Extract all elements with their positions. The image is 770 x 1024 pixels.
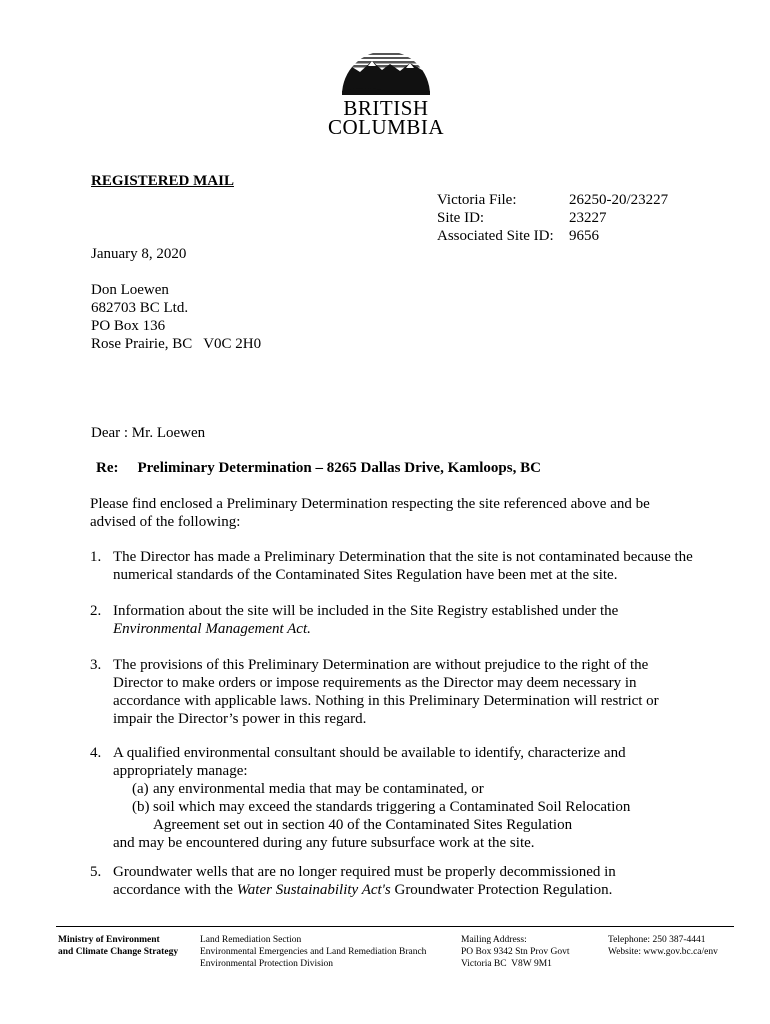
recipient-city: Rose Prairie, BC V0C 2H0 bbox=[91, 336, 262, 352]
footer-contact bbox=[608, 934, 718, 958]
sub-item-text: soil which may exceed the standards triggering a Contaminated Soil Relocation Agreement set out in section 40 of the Contaminated Sites Regulation bbox=[153, 799, 631, 833]
item-text-end: Groundwater Protection Regulation. bbox=[394, 882, 613, 898]
footer-ministry bbox=[58, 934, 178, 958]
file-value: 26250-20/23227 bbox=[569, 192, 669, 208]
recipient-name: Don Loewen bbox=[91, 282, 169, 298]
sub-item-label: (a) bbox=[132, 781, 149, 797]
registered-mail-heading: REGISTERED MAIL bbox=[91, 173, 234, 189]
logo-wordmark bbox=[326, 96, 446, 139]
subject-text: Preliminary Determination – 8265 Dallas Drive, Kamloops, BC bbox=[137, 460, 541, 476]
site-id-value: 23227 bbox=[569, 210, 607, 226]
footer-divider bbox=[56, 926, 734, 927]
sub-item-label: (b) bbox=[132, 799, 150, 815]
bc-logo bbox=[326, 33, 446, 137]
footer-telephone: Telephone: 250 387-4441 bbox=[608, 935, 706, 945]
sub-item-text: any environmental media that may be contaminated, or bbox=[153, 781, 484, 797]
subject-prefix: Re: bbox=[96, 460, 119, 476]
item-number: 2. bbox=[90, 603, 102, 619]
sub-item-a bbox=[132, 780, 720, 798]
list-item-5 bbox=[90, 863, 720, 899]
item-number: 4. bbox=[90, 745, 102, 761]
file-row bbox=[437, 191, 668, 209]
item-text: Information about the site will be included in the Site Registry established under the bbox=[113, 603, 619, 619]
item-text: The provisions of this Preliminary Determination are without prejudice to the right of the Director to make orders or impose requirements as the Director may deem necessary in accordance with applicable laws. Nothing in this Preliminary Determination will restrict or impair the Director’s power in this regard. bbox=[113, 657, 659, 727]
item-text: The Director has made a Preliminary Determination that the site is not contaminated because the numerical standards of the Contaminated Sites Regulation have been met at the site. bbox=[113, 549, 693, 583]
bc-sun-mountains-icon bbox=[338, 33, 434, 99]
recipient-company: 682703 BC Ltd. bbox=[91, 300, 189, 316]
item-number: 5. bbox=[90, 864, 102, 880]
file-label: Victoria File: bbox=[437, 192, 517, 208]
item-text: A qualified environmental consultant should be available to identify, characterize and appropriately manage: bbox=[113, 745, 626, 779]
item-text: Groundwater wells that are no longer required must be properly decommissioned in accordance with the bbox=[113, 864, 616, 898]
footer-ministry-line: and Climate Change Strategy bbox=[58, 947, 179, 957]
site-id-label: Site ID: bbox=[437, 210, 485, 226]
footer-mailing-address bbox=[461, 934, 569, 970]
list-item-2 bbox=[90, 602, 720, 638]
recipient-po-box: PO Box 136 bbox=[91, 318, 166, 334]
recipient-address bbox=[91, 281, 261, 353]
footer-section-line: Environmental Emergencies and Land Remediation Branch bbox=[200, 947, 427, 957]
list-item-4 bbox=[90, 744, 720, 852]
logo-line-1: BRITISH bbox=[343, 96, 429, 120]
site-id-row bbox=[437, 209, 668, 227]
list-item-1 bbox=[90, 548, 695, 584]
logo-line-2: COLUMBIA bbox=[327, 115, 444, 139]
file-reference-block bbox=[437, 191, 668, 245]
item-number: 1. bbox=[90, 549, 102, 565]
item-number: 3. bbox=[90, 657, 102, 673]
footer-mailing-line: Mailing Address: bbox=[461, 935, 527, 945]
associated-site-id-label: Associated Site ID: bbox=[437, 228, 554, 244]
footer-ministry-line: Ministry of Environment bbox=[58, 935, 160, 945]
associated-site-id-row bbox=[437, 227, 668, 245]
footer-section-line: Land Remediation Section bbox=[200, 935, 302, 945]
item-italic-act: Water Sustainability Act's bbox=[236, 882, 391, 898]
footer-mailing-line: Victoria BC V8W 9M1 bbox=[461, 959, 552, 969]
footer-section bbox=[200, 934, 426, 970]
subject-line bbox=[96, 459, 541, 477]
footer-section-line: Environmental Protection Division bbox=[200, 959, 333, 969]
footer-mailing-line: PO Box 9342 Stn Prov Govt bbox=[461, 947, 570, 957]
item-tail-text: and may be encountered during any future subsurface work at the site. bbox=[113, 835, 535, 851]
sub-item-b bbox=[132, 798, 720, 834]
item-italic-act: Environmental Management Act. bbox=[113, 621, 311, 637]
associated-site-id-value: 9656 bbox=[569, 228, 599, 244]
letter-date: January 8, 2020 bbox=[91, 246, 187, 262]
footer-website[interactable]: Website: www.gov.bc.ca/env bbox=[608, 947, 718, 957]
list-item-3 bbox=[90, 656, 680, 728]
intro-paragraph: Please find enclosed a Preliminary Determination respecting the site referenced above and be advised of the following: bbox=[90, 496, 650, 530]
salutation: Dear : Mr. Loewen bbox=[91, 425, 206, 441]
